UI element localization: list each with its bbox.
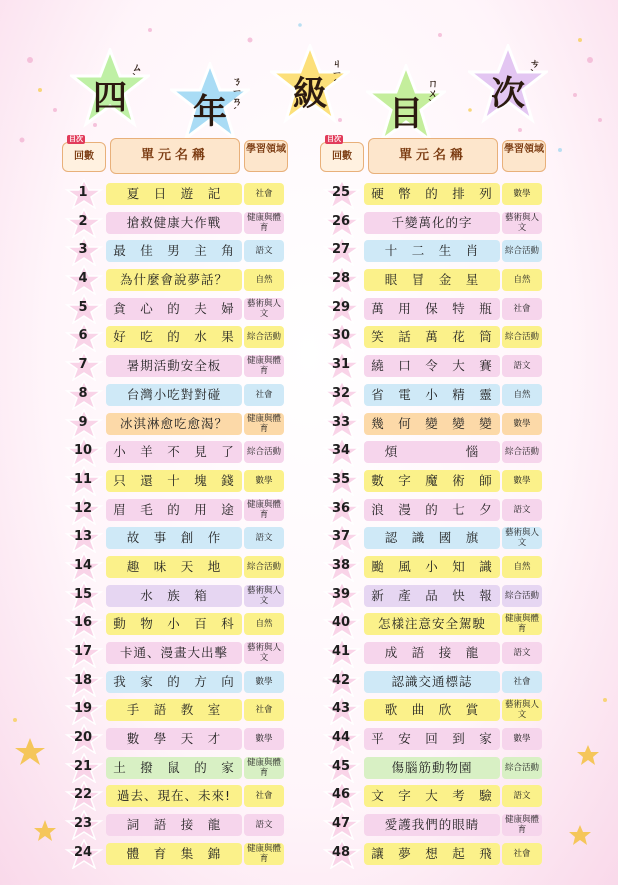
entry-number: 16 xyxy=(73,615,93,631)
entry-field: 社會 xyxy=(244,785,284,807)
toc-rows xyxy=(62,180,320,869)
entry-number: 24 xyxy=(73,844,93,860)
title-star-3 xyxy=(270,44,350,124)
entry-title: 颱 風 小 知 識 xyxy=(364,556,500,578)
toc-entry xyxy=(320,696,578,725)
header-number-label: 回數 xyxy=(332,151,352,162)
toc-entry xyxy=(320,840,578,869)
toc-entry xyxy=(62,381,320,410)
entry-number: 40 xyxy=(331,615,351,631)
entry-number: 44 xyxy=(331,730,351,746)
entry-field: 社會 xyxy=(502,671,542,693)
toc-entry xyxy=(320,266,578,295)
entry-number: 30 xyxy=(331,328,351,344)
entry-title: 繞 口 令 大 賽 xyxy=(364,355,500,377)
entry-title: 為什麼會說夢話？ xyxy=(106,269,242,291)
entry-field: 健康與體育 xyxy=(502,814,542,836)
toc-entry xyxy=(62,410,320,439)
entry-title: 只 還 十 塊 錢 xyxy=(106,470,242,492)
entry-title: 夏 日 遊 記 xyxy=(106,183,242,205)
entry-field: 綜合活動 xyxy=(502,757,542,779)
toc-column-right xyxy=(320,135,578,869)
entry-title: 省 電 小 精 靈 xyxy=(364,384,500,406)
header-unit-label: 單元名稱 xyxy=(368,138,498,174)
entry-field: 綜合活動 xyxy=(502,585,542,607)
entry-field: 綜合活動 xyxy=(244,441,284,463)
entry-number: 31 xyxy=(331,357,351,373)
toc-column-left xyxy=(62,135,320,869)
entry-title: 歌 曲 欣 賞 xyxy=(364,699,500,721)
title-char: 目 xyxy=(389,94,423,134)
title-bopomofo: ㄙˋ xyxy=(132,63,142,84)
entry-field: 綜合活動 xyxy=(502,326,542,348)
header-field-label: 學習領域 xyxy=(244,140,288,172)
entry-title: 冰淇淋愈吃愈渴？ xyxy=(106,413,242,435)
toc-entry xyxy=(320,725,578,754)
toc-entry xyxy=(62,754,320,783)
entry-title: 文 字 大 考 驗 xyxy=(364,785,500,807)
entry-field: 自然 xyxy=(502,269,542,291)
toc-entry xyxy=(320,811,578,840)
entry-field: 自然 xyxy=(502,384,542,406)
entry-field: 語文 xyxy=(502,785,542,807)
toc-entry xyxy=(320,438,578,467)
entry-field: 社會 xyxy=(502,843,542,865)
toc-entry xyxy=(320,782,578,811)
entry-field: 語文 xyxy=(502,355,542,377)
toc-entry xyxy=(62,811,320,840)
entry-number: 5 xyxy=(78,299,88,315)
title-bopomofo: ㄋㄧㄢˊ xyxy=(232,77,242,118)
entry-number: 6 xyxy=(78,328,88,344)
entry-field: 語文 xyxy=(502,642,542,664)
entry-field: 健康與體育 xyxy=(244,757,284,779)
entry-number: 4 xyxy=(78,271,88,287)
toc-entry xyxy=(62,840,320,869)
entry-field: 健康與體育 xyxy=(244,413,284,435)
header-tag: 目次 xyxy=(69,135,83,143)
toc-entry xyxy=(62,639,320,668)
entry-title: 過去、現在、未來! xyxy=(106,785,242,807)
title-bopomofo: ㄐㄧˊ xyxy=(332,59,342,90)
toc-rows xyxy=(320,180,578,869)
toc-entry xyxy=(62,352,320,381)
entry-title: 小 羊 不 見 了 xyxy=(106,441,242,463)
entry-number: 20 xyxy=(73,730,93,746)
entry-number: 9 xyxy=(78,414,88,430)
entry-number: 23 xyxy=(73,816,93,832)
entry-title: 新 產 品 快 報 xyxy=(364,585,500,607)
entry-field: 數學 xyxy=(244,470,284,492)
entry-number: 43 xyxy=(331,701,351,717)
header-tag: 目次 xyxy=(327,135,341,143)
toc-entry xyxy=(62,668,320,697)
entry-field: 社會 xyxy=(244,699,284,721)
entry-number: 17 xyxy=(73,644,93,659)
toc-entry xyxy=(62,295,320,324)
toc-entry xyxy=(62,496,320,525)
entry-title: 貪 心 的 夫 婦 xyxy=(106,298,242,320)
entry-title: 動 物 小 百 科 xyxy=(106,613,242,635)
entry-number: 1 xyxy=(78,185,88,200)
entry-number: 37 xyxy=(331,529,351,545)
toc-entry xyxy=(320,295,578,324)
entry-title: 傷腦筋動物園 xyxy=(364,757,500,779)
entry-number: 21 xyxy=(73,758,93,774)
title-star-4 xyxy=(366,64,446,144)
toc-entry xyxy=(62,782,320,811)
entry-title: 平 安 回 到 家 xyxy=(364,728,500,750)
entry-number: 7 xyxy=(78,357,88,373)
entry-field: 自然 xyxy=(244,613,284,635)
entry-number: 45 xyxy=(331,758,351,774)
entry-field: 數學 xyxy=(502,470,542,492)
entry-field: 語文 xyxy=(244,814,284,836)
toc-entry xyxy=(62,323,320,352)
entry-title: 笑 話 萬 花 筒 xyxy=(364,326,500,348)
entry-field: 數學 xyxy=(502,413,542,435)
entry-number: 48 xyxy=(331,844,351,860)
entry-field: 自然 xyxy=(502,556,542,578)
toc-entry xyxy=(320,754,578,783)
column-header xyxy=(320,135,578,174)
entry-number: 13 xyxy=(73,529,93,545)
entry-title: 數 字 魔 術 師 xyxy=(364,470,500,492)
entry-field: 健康與體育 xyxy=(244,212,284,234)
entry-field: 社會 xyxy=(244,384,284,406)
entry-field: 健康與體育 xyxy=(244,499,284,521)
header-field-label: 學習領域 xyxy=(502,140,546,172)
title-star-2 xyxy=(170,62,250,142)
entry-number: 41 xyxy=(331,644,351,659)
entry-field: 綜合活動 xyxy=(502,240,542,262)
toc-entry xyxy=(320,237,578,266)
entry-title: 萬 用 保 特 瓶 xyxy=(364,298,500,320)
entry-number: 11 xyxy=(73,471,93,487)
entry-title: 數 學 天 才 xyxy=(106,728,242,750)
toc-entry xyxy=(320,639,578,668)
title-bopomofo: ㄘˋ xyxy=(530,59,540,80)
entry-number: 27 xyxy=(331,242,351,258)
entry-number: 39 xyxy=(331,586,351,602)
toc-entry xyxy=(320,209,578,238)
entry-title: 成 語 接 龍 xyxy=(364,642,500,664)
entry-field: 社會 xyxy=(502,298,542,320)
entry-title: 趣 味 天 地 xyxy=(106,556,242,578)
entry-title: 認 識 國 旗 xyxy=(364,527,500,549)
entry-field: 綜合活動 xyxy=(244,556,284,578)
toc-entry xyxy=(320,410,578,439)
entry-number: 26 xyxy=(331,213,351,229)
entry-field: 數學 xyxy=(244,728,284,750)
toc-entry xyxy=(62,180,320,209)
entry-field: 自然 xyxy=(244,269,284,291)
entry-field: 語文 xyxy=(502,499,542,521)
entry-title: 水 族 箱 xyxy=(106,585,242,607)
entry-field: 數學 xyxy=(502,728,542,750)
toc-entry xyxy=(320,553,578,582)
entry-number: 46 xyxy=(331,787,351,803)
entry-field: 綜合活動 xyxy=(502,441,542,463)
toc-entry xyxy=(320,496,578,525)
entry-field: 藝術與人文 xyxy=(502,699,542,721)
entry-field: 藝術與人文 xyxy=(244,298,284,320)
entry-number: 32 xyxy=(331,385,351,401)
entry-number: 38 xyxy=(331,557,351,573)
entry-title: 十 二 生 肖 xyxy=(364,240,500,262)
entry-number: 33 xyxy=(331,414,351,430)
entry-number: 25 xyxy=(331,185,351,200)
entry-field: 語文 xyxy=(244,527,284,549)
entry-field: 健康與體育 xyxy=(244,843,284,865)
entry-number: 42 xyxy=(331,672,351,688)
entry-title: 搶救健康大作戰 xyxy=(106,212,242,234)
entry-title: 千變萬化的字 xyxy=(364,212,500,234)
toc-entry xyxy=(320,180,578,209)
entry-field: 藝術與人文 xyxy=(502,212,542,234)
entry-field: 綜合活動 xyxy=(244,326,284,348)
column-header xyxy=(62,135,320,174)
entry-number: 35 xyxy=(331,471,351,487)
title-star-1 xyxy=(70,48,150,128)
entry-number: 2 xyxy=(78,213,88,229)
toc-entry xyxy=(62,209,320,238)
header-number-label: 回數 xyxy=(74,151,94,162)
toc-entry xyxy=(62,610,320,639)
title-char: 級 xyxy=(293,74,327,114)
entry-title: 眼 冒 金 星 xyxy=(364,269,500,291)
toc-entry xyxy=(320,610,578,639)
header-number xyxy=(320,135,364,172)
entry-title: 讓 夢 想 起 飛 xyxy=(364,843,500,865)
entry-field: 藝術與人文 xyxy=(502,527,542,549)
entry-title: 手 語 教 室 xyxy=(106,699,242,721)
header-number xyxy=(62,135,106,172)
toc-entry xyxy=(320,668,578,697)
toc-entry xyxy=(62,524,320,553)
entry-title: 土 撥 鼠 的 家 xyxy=(106,757,242,779)
toc-entry xyxy=(62,582,320,611)
entry-number: 34 xyxy=(331,443,351,459)
toc-entry xyxy=(62,725,320,754)
entry-field: 數學 xyxy=(244,671,284,693)
toc-entry xyxy=(320,352,578,381)
entry-title: 體 育 集 錦 xyxy=(106,843,242,865)
toc-entry xyxy=(62,438,320,467)
entry-title: 硬 幣 的 排 列 xyxy=(364,183,500,205)
entry-title: 我 家 的 方 向 xyxy=(106,671,242,693)
entry-title: 怎樣注意安全駕駛 xyxy=(364,613,500,635)
title-char: 年 xyxy=(193,92,227,132)
title-char: 四 xyxy=(93,78,127,118)
header-unit-label: 單元名稱 xyxy=(110,138,240,174)
entry-title: 暑期活動安全板 xyxy=(106,355,242,377)
entry-number: 12 xyxy=(73,500,93,516)
toc-entry xyxy=(320,323,578,352)
entry-field: 健康與體育 xyxy=(502,613,542,635)
title-char: 次 xyxy=(491,74,525,114)
entry-title: 好 吃 的 水 果 xyxy=(106,326,242,348)
toc-entry xyxy=(62,696,320,725)
toc-entry xyxy=(320,467,578,496)
title-star-5 xyxy=(468,44,548,124)
entry-title: 眉 毛 的 用 途 xyxy=(106,499,242,521)
entry-field: 數學 xyxy=(502,183,542,205)
entry-field: 藝術與人文 xyxy=(244,642,284,664)
entry-number: 19 xyxy=(73,701,93,717)
entry-number: 3 xyxy=(78,242,88,258)
entry-title: 認識交通標誌 xyxy=(364,671,500,693)
entry-title: 卡通、漫畫大出擊 xyxy=(106,642,242,664)
entry-number: 10 xyxy=(73,443,93,459)
toc-entry xyxy=(320,582,578,611)
entry-title: 台灣小吃對對碰 xyxy=(106,384,242,406)
entry-title: 愛護我們的眼睛 xyxy=(364,814,500,836)
title-bopomofo: ㄇㄨˋ xyxy=(428,79,438,110)
entry-title: 最 佳 男 主 角 xyxy=(106,240,242,262)
entry-title: 煩 惱 xyxy=(364,441,500,463)
entry-number: 15 xyxy=(73,586,93,602)
toc-entry xyxy=(62,237,320,266)
entry-field: 社會 xyxy=(244,183,284,205)
entry-number: 14 xyxy=(73,557,93,573)
entry-title: 詞 語 接 龍 xyxy=(106,814,242,836)
entry-field: 語文 xyxy=(244,240,284,262)
entry-number: 36 xyxy=(331,500,351,516)
toc-entry xyxy=(62,553,320,582)
toc-entry xyxy=(320,524,578,553)
entry-number: 29 xyxy=(331,299,351,315)
toc-entry xyxy=(62,266,320,295)
entry-title: 幾 何 變 變 變 xyxy=(364,413,500,435)
toc-entry xyxy=(62,467,320,496)
toc-entry xyxy=(320,381,578,410)
entry-title: 浪 漫 的 七 夕 xyxy=(364,499,500,521)
entry-number: 47 xyxy=(331,816,351,832)
entry-number: 18 xyxy=(73,672,93,688)
entry-number: 8 xyxy=(78,385,88,401)
entry-field: 藝術與人文 xyxy=(244,585,284,607)
entry-number: 22 xyxy=(73,787,93,803)
entry-number: 28 xyxy=(331,271,351,287)
entry-title: 故 事 創 作 xyxy=(106,527,242,549)
entry-field: 健康與體育 xyxy=(244,355,284,377)
